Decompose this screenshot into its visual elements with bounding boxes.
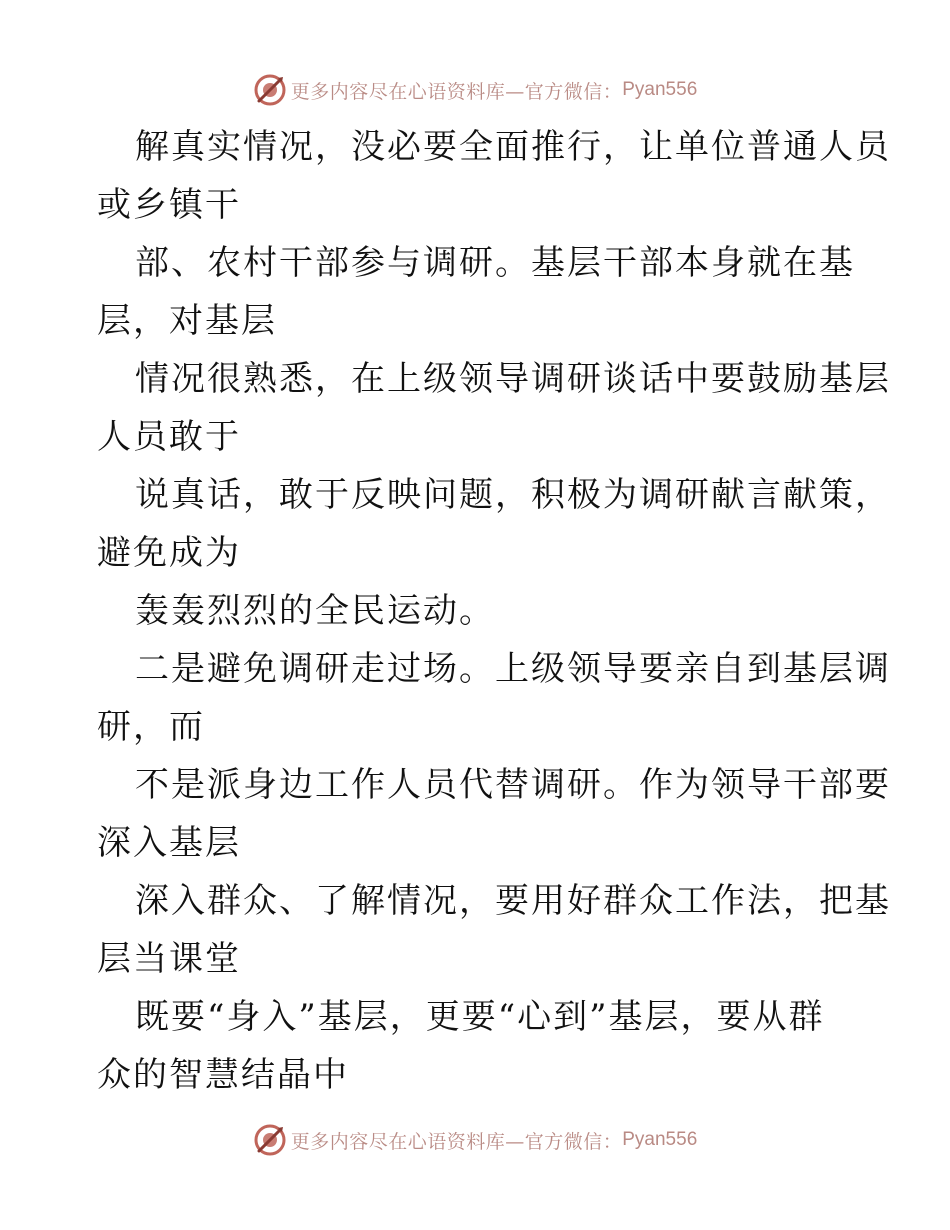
text-line: 避免成为 [97,533,241,573]
logo-icon [253,73,287,107]
text-line: 既要“身入”基层，更要“心到”基层，要从群 [135,997,825,1037]
text-line: 部、农村干部参与调研。基层干部本身就在基 [135,243,855,283]
text-line: 不是派身边工作人员代替调研。作为领导干部要 [135,765,891,805]
text-line: 深入基层 [97,823,241,863]
text-line: 层当课堂 [97,939,241,979]
logo-icon [253,1123,287,1157]
watermark-text: 更多内容尽在心语资料库—官方微信： [290,80,623,103]
text-line: 深入群众、了解情况，要用好群众工作法，把基 [135,881,891,921]
text-line: 或乡镇干 [97,185,241,225]
watermark-text: 更多内容尽在心语资料库—官方微信： [290,1130,623,1153]
watermark-handle: Pyan556 [622,1129,698,1150]
text-line: 二是避免调研走过场。上级领导要亲自到基层调 [135,649,891,689]
watermark-handle: Pyan556 [622,79,698,100]
text-line: 人员敢于 [97,417,241,457]
text-line: 解真实情况，没必要全面推行，让单位普通人员 [135,127,891,167]
text-line: 众的智慧结晶中 [97,1055,349,1095]
text-line: 情况很熟悉，在上级领导调研谈话中要鼓励基层 [135,359,891,399]
text-line: 轰轰烈烈的全民运动。 [135,591,495,631]
footer-watermark [0,1120,950,1160]
document-body [97,118,891,1104]
text-line: 研，而 [97,707,205,747]
text-line: 说真话，敢于反映问题，积极为调研献言献策， [135,475,891,515]
header-watermark [0,70,950,110]
text-line: 层，对基层 [97,301,277,341]
